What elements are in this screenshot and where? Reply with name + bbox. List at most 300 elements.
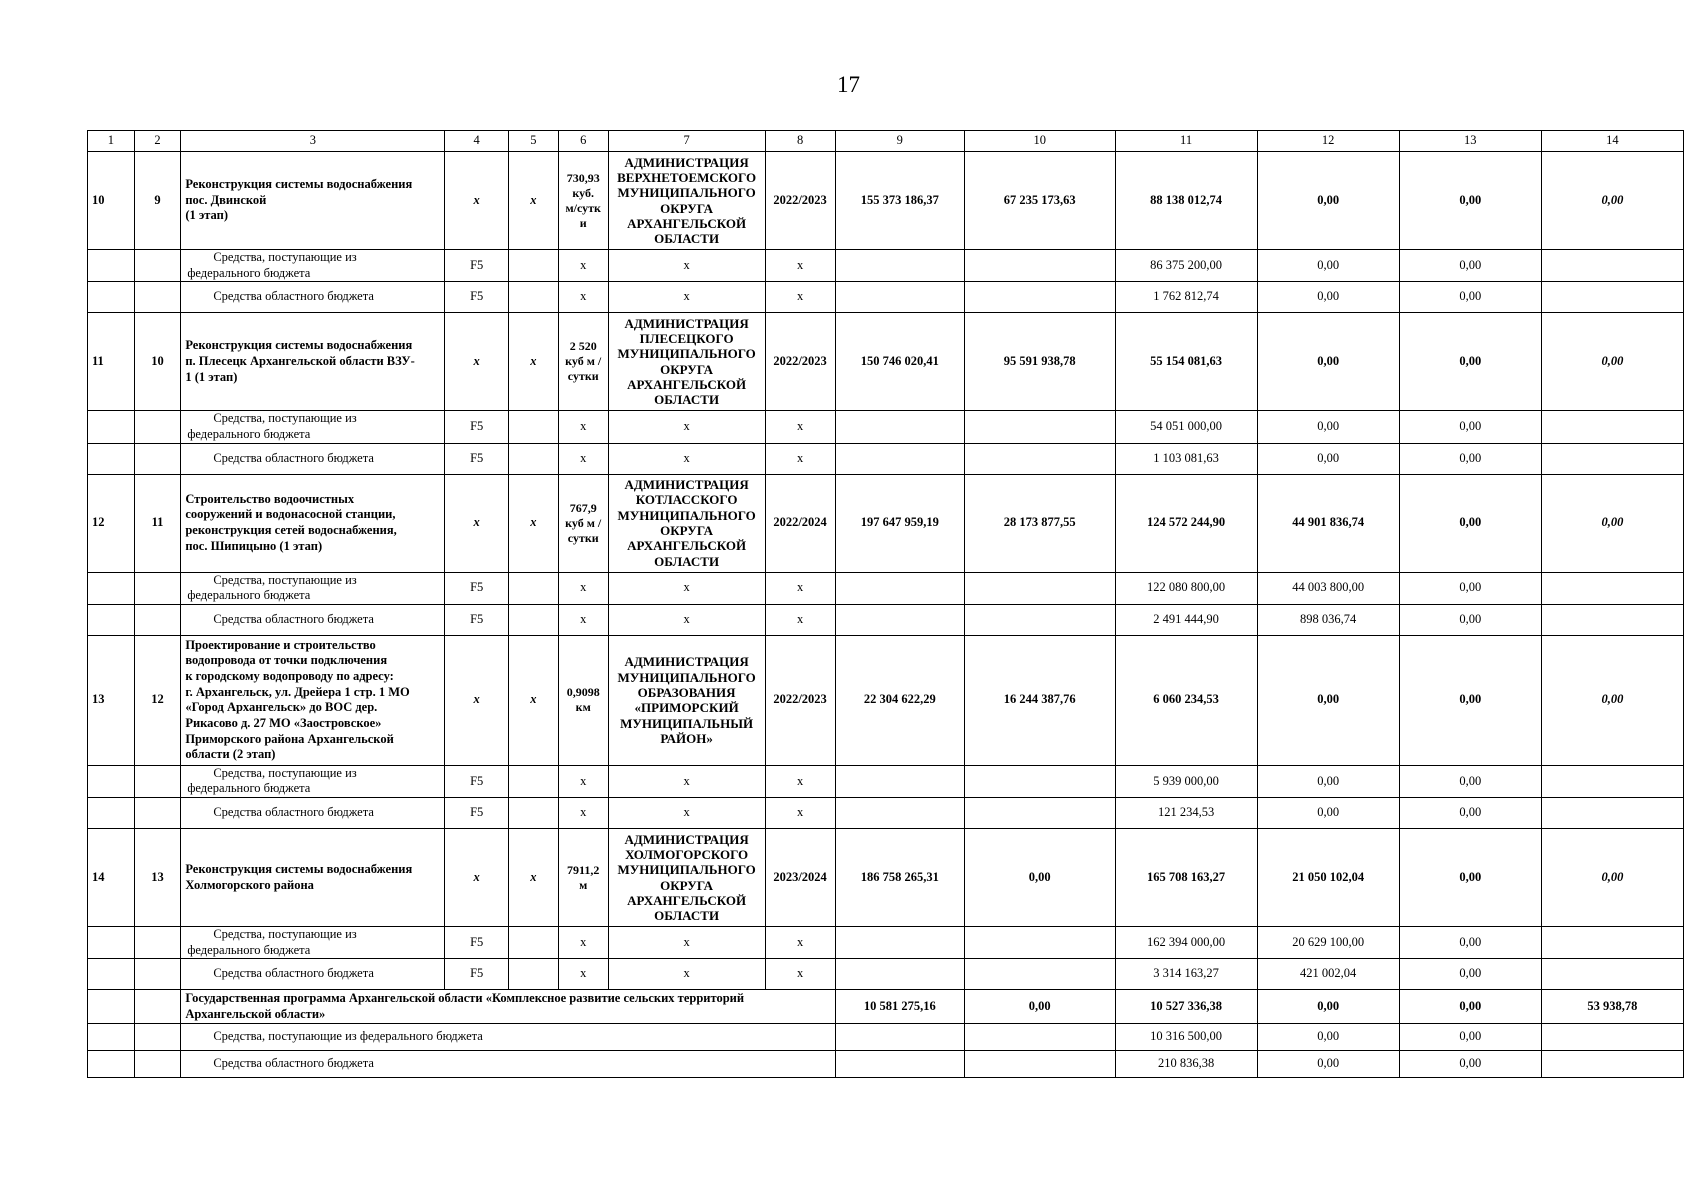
- column-number-7: 7: [608, 131, 765, 152]
- budget-code: F5: [445, 927, 509, 959]
- amount-col-12: 44 003 800,00: [1257, 572, 1399, 604]
- amount-col-13: 0,00: [1399, 313, 1541, 411]
- organization-line: АРХАНГЕЛЬСКОЙ: [627, 377, 747, 393]
- object-name-line: п. Плесецк Архангельской области ВЗУ-: [185, 353, 415, 368]
- funding-label-line: Средства областного бюджета: [213, 805, 374, 820]
- project-row: [88, 829, 1684, 927]
- object-name: [181, 635, 445, 765]
- empty-cell: [1541, 604, 1683, 635]
- empty-cell: [1541, 411, 1683, 443]
- organization-line: АРХАНГЕЛЬСКОЙ: [627, 215, 747, 231]
- code-cell: x: [445, 829, 509, 927]
- x-mark: x: [608, 411, 765, 443]
- amount-col-12: 0,00: [1257, 152, 1399, 250]
- amount-col-12: 0,00: [1257, 411, 1399, 443]
- object-name: [181, 829, 445, 927]
- empty-cell: [835, 1024, 964, 1051]
- responsible-organization: [608, 313, 765, 411]
- x-mark: x: [765, 765, 835, 797]
- program-name-line: Архангельской области»: [185, 1006, 326, 1021]
- organization-line: ХОЛМОГОРСКОГО: [625, 846, 749, 862]
- organization-line: АДМИНИСТРАЦИЯ: [624, 315, 749, 331]
- object-name-line: сооружений и водонасосной станции,: [185, 507, 396, 522]
- capacity-line: куб м /: [565, 515, 602, 530]
- amount-col-13: 0,00: [1399, 152, 1541, 250]
- funding-source-label: [181, 250, 445, 282]
- empty-cell: [1541, 959, 1683, 990]
- amount-col-12: 0,00: [1257, 313, 1399, 411]
- amount-col-13: 0,00: [1399, 250, 1541, 282]
- empty-cell: [508, 250, 558, 282]
- organization-line: АДМИНИСТРАЦИЯ: [624, 477, 749, 493]
- empty-cell: [835, 959, 964, 990]
- empty-cell: [134, 990, 181, 1024]
- empty-cell: [88, 990, 135, 1024]
- program-name: [181, 990, 835, 1024]
- x-mark: x: [558, 250, 608, 282]
- capacity-line: 730,93: [566, 170, 600, 185]
- amount-col-13: 0,00: [1399, 829, 1541, 927]
- empty-cell: [964, 282, 1115, 313]
- empty-cell: [835, 572, 964, 604]
- capacity-line: 767,9: [569, 500, 597, 515]
- row-number: 10: [88, 152, 135, 250]
- amount-col-11: 54 051 000,00: [1115, 411, 1257, 443]
- code-cell: x: [508, 635, 558, 765]
- amount-col-9: 186 758 265,31: [835, 829, 964, 927]
- x-mark: x: [765, 927, 835, 959]
- amount-col-9: 10 581 275,16: [835, 990, 964, 1024]
- amount-col-13: 0,00: [1399, 635, 1541, 765]
- column-number-4: 4: [445, 131, 509, 152]
- x-mark: x: [608, 572, 765, 604]
- empty-cell: [88, 443, 135, 474]
- amount-col-11: 55 154 081,63: [1115, 313, 1257, 411]
- x-mark: x: [558, 282, 608, 313]
- empty-cell: [964, 959, 1115, 990]
- empty-cell: [964, 604, 1115, 635]
- organization-line: ОКРУГА: [660, 877, 714, 893]
- x-mark: x: [608, 927, 765, 959]
- federal-funds-row: [88, 250, 1684, 282]
- project-row: [88, 152, 1684, 250]
- code-cell: x: [445, 313, 509, 411]
- budget-code: F5: [445, 443, 509, 474]
- empty-cell: [964, 765, 1115, 797]
- capacity-line: куб м /: [565, 354, 602, 369]
- object-number: 12: [134, 635, 181, 765]
- x-mark: x: [765, 604, 835, 635]
- federal-funds-row: [88, 927, 1684, 959]
- amount-col-9: 150 746 020,41: [835, 313, 964, 411]
- funding-label-line: Средства областного бюджета: [213, 966, 374, 981]
- organization-line: АДМИНИСТРАЦИЯ: [624, 831, 749, 847]
- funding-label-line: Средства, поступающие из: [213, 572, 357, 587]
- x-mark: x: [765, 411, 835, 443]
- amount-col-10: 95 591 938,78: [964, 313, 1115, 411]
- empty-cell: [835, 411, 964, 443]
- implementation-period: 2022/2023: [765, 635, 835, 765]
- organization-line: ОБЛАСТИ: [654, 392, 720, 408]
- empty-cell: [964, 411, 1115, 443]
- budget-code: F5: [445, 604, 509, 635]
- organization-line: ОБЛАСТИ: [654, 231, 720, 247]
- funding-label-line: Средства областного бюджета: [213, 450, 374, 465]
- empty-cell: [508, 411, 558, 443]
- program-name-line: Государственная программа Архангельской области «Комплексное развитие сельских территорий: [185, 991, 745, 1006]
- amount-col-14: 0,00: [1541, 829, 1683, 927]
- x-mark: x: [558, 604, 608, 635]
- empty-cell: [134, 927, 181, 959]
- amount-col-12: 421 002,04: [1257, 959, 1399, 990]
- object-name-line: Рикасово д. 27 МО «Заостровское»: [185, 715, 382, 730]
- empty-cell: [835, 765, 964, 797]
- organization-line: МУНИЦИПАЛЬНОГО: [617, 507, 756, 523]
- budget-table: [87, 130, 1684, 1078]
- empty-cell: [134, 443, 181, 474]
- x-mark: x: [558, 443, 608, 474]
- object-name: [181, 313, 445, 411]
- empty-cell: [835, 250, 964, 282]
- column-number-row: [88, 131, 1684, 152]
- federal-funds-row: [88, 765, 1684, 797]
- code-cell: x: [508, 829, 558, 927]
- empty-cell: [964, 1024, 1115, 1051]
- amount-col-13: 0,00: [1399, 990, 1541, 1024]
- code-cell: x: [508, 474, 558, 572]
- funding-label-line: федерального бюджета: [187, 265, 311, 280]
- empty-cell: [88, 572, 135, 604]
- empty-cell: [508, 443, 558, 474]
- empty-cell: [835, 604, 964, 635]
- amount-col-12: 0,00: [1257, 765, 1399, 797]
- organization-line: ОКРУГА: [660, 523, 714, 538]
- capacity-line: и: [579, 215, 587, 230]
- funding-source-label: [181, 798, 445, 829]
- program-regional-funds-row: [88, 1051, 1684, 1078]
- empty-cell: [964, 927, 1115, 959]
- empty-cell: [964, 798, 1115, 829]
- federal-funds-row: [88, 411, 1684, 443]
- capacity-line: 7911,2: [567, 862, 600, 877]
- x-mark: x: [765, 443, 835, 474]
- organization-line: МУНИЦИПАЛЬНОГО: [617, 669, 756, 685]
- amount-col-12: 0,00: [1257, 1051, 1399, 1078]
- empty-cell: [1541, 443, 1683, 474]
- empty-cell: [134, 1051, 181, 1078]
- amount-col-13: 0,00: [1399, 572, 1541, 604]
- column-number-5: 5: [508, 131, 558, 152]
- budget-code: F5: [445, 765, 509, 797]
- funding-source-label: [181, 282, 445, 313]
- amount-col-12: 0,00: [1257, 635, 1399, 765]
- x-mark: x: [765, 959, 835, 990]
- funding-label-line: Средства, поступающие из: [213, 411, 357, 426]
- responsible-organization: [608, 829, 765, 927]
- organization-line: МУНИЦИПАЛЬНОГО: [617, 346, 756, 362]
- amount-col-13: 0,00: [1399, 1024, 1541, 1051]
- organization-line: РАЙОН»: [660, 730, 713, 746]
- implementation-period: 2022/2024: [765, 474, 835, 572]
- column-number-2: 2: [134, 131, 181, 152]
- amount-col-11: 86 375 200,00: [1115, 250, 1257, 282]
- object-number: 9: [134, 152, 181, 250]
- amount-col-9: 22 304 622,29: [835, 635, 964, 765]
- object-name: [181, 474, 445, 572]
- empty-cell: [88, 250, 135, 282]
- capacity-line: м: [579, 877, 588, 892]
- code-cell: x: [508, 313, 558, 411]
- capacity: [558, 152, 608, 250]
- funding-label-line: федерального бюджета: [187, 942, 311, 957]
- implementation-period: 2022/2023: [765, 152, 835, 250]
- empty-cell: [964, 1051, 1115, 1078]
- empty-cell: [964, 443, 1115, 474]
- organization-line: АРХАНГЕЛЬСКОЙ: [627, 538, 747, 554]
- amount-col-11: 210 836,38: [1115, 1051, 1257, 1078]
- empty-cell: [964, 572, 1115, 604]
- amount-col-11: 124 572 244,90: [1115, 474, 1257, 572]
- object-name-line: г. Архангельск, ул. Дрейера 1 стр. 1 МО: [185, 684, 410, 699]
- object-name-line: пос. Шипицыно (1 этап): [185, 538, 323, 553]
- regional-funds-row: [88, 282, 1684, 313]
- object-name-line: пос. Двинской: [185, 192, 267, 207]
- object-name-line: водопровода от точки подключения: [185, 653, 388, 668]
- empty-cell: [88, 1051, 135, 1078]
- funding-source-label: Средства областного бюджета: [181, 1051, 835, 1078]
- empty-cell: [134, 959, 181, 990]
- implementation-period: 2022/2023: [765, 313, 835, 411]
- object-name-line: (1 этап): [185, 208, 228, 223]
- funding-source-label: [181, 959, 445, 990]
- code-cell: x: [445, 635, 509, 765]
- object-number: 13: [134, 829, 181, 927]
- row-number: 13: [88, 635, 135, 765]
- amount-col-11: 2 491 444,90: [1115, 604, 1257, 635]
- x-mark: x: [765, 282, 835, 313]
- federal-funds-row: [88, 572, 1684, 604]
- amount-col-12: 0,00: [1257, 1024, 1399, 1051]
- capacity: [558, 829, 608, 927]
- column-number-1: 1: [88, 131, 135, 152]
- amount-col-11: 10 527 336,38: [1115, 990, 1257, 1024]
- x-mark: x: [558, 959, 608, 990]
- funding-label-line: федерального бюджета: [187, 426, 311, 441]
- empty-cell: [134, 411, 181, 443]
- x-mark: x: [608, 250, 765, 282]
- amount-col-9: 197 647 959,19: [835, 474, 964, 572]
- x-mark: x: [558, 411, 608, 443]
- empty-cell: [134, 250, 181, 282]
- empty-cell: [88, 604, 135, 635]
- capacity-line: км: [575, 700, 591, 715]
- x-mark: x: [765, 250, 835, 282]
- budget-code: F5: [445, 282, 509, 313]
- amount-col-14: 0,00: [1541, 635, 1683, 765]
- capacity: [558, 474, 608, 572]
- empty-cell: [88, 765, 135, 797]
- organization-line: ВЕРХНЕТОЕМСКОГО: [617, 169, 757, 185]
- budget-code: F5: [445, 572, 509, 604]
- amount-col-14: 0,00: [1541, 313, 1683, 411]
- funding-label-line: федерального бюджета: [187, 588, 311, 603]
- object-name-line: Приморского района Архангельской: [185, 731, 394, 746]
- organization-line: МУНИЦИПАЛЬНЫЙ: [620, 715, 754, 731]
- amount-col-10: 0,00: [964, 829, 1115, 927]
- amount-col-13: 0,00: [1399, 765, 1541, 797]
- funding-source-label: [181, 572, 445, 604]
- object-name-line: Холмогорского района: [185, 877, 314, 892]
- amount-col-13: 0,00: [1399, 411, 1541, 443]
- funding-source-label: [181, 443, 445, 474]
- organization-line: ОБРАЗОВАНИЯ: [637, 684, 736, 700]
- organization-line: КОТЛАССКОГО: [635, 492, 738, 508]
- x-mark: x: [608, 798, 765, 829]
- x-mark: x: [608, 765, 765, 797]
- responsible-organization: [608, 474, 765, 572]
- empty-cell: [508, 604, 558, 635]
- amount-col-11: 10 316 500,00: [1115, 1024, 1257, 1051]
- amount-col-12: 0,00: [1257, 990, 1399, 1024]
- object-name-line: области (2 этап): [185, 747, 276, 762]
- column-number-11: 11: [1115, 131, 1257, 152]
- x-mark: x: [765, 572, 835, 604]
- empty-cell: [508, 765, 558, 797]
- amount-col-11: 1 762 812,74: [1115, 282, 1257, 313]
- capacity-line: куб.: [572, 185, 595, 200]
- funding-source-label: [181, 604, 445, 635]
- object-name-line: Строительство водоочистных: [185, 491, 355, 506]
- budget-code: F5: [445, 959, 509, 990]
- regional-funds-row: [88, 604, 1684, 635]
- object-name-line: «Город Архангельск» до ВОС дер.: [185, 700, 378, 715]
- regional-funds-row: [88, 443, 1684, 474]
- page-number: 17: [837, 72, 860, 97]
- empty-cell: [508, 282, 558, 313]
- funding-label-line: федерального бюджета: [187, 781, 311, 796]
- empty-cell: [508, 959, 558, 990]
- row-number: 14: [88, 829, 135, 927]
- organization-line: МУНИЦИПАЛЬНОГО: [617, 862, 756, 878]
- amount-col-14: 53 938,78: [1541, 990, 1683, 1024]
- amount-col-10: 0,00: [964, 990, 1115, 1024]
- empty-cell: [835, 798, 964, 829]
- object-name-line: Проектирование и строительство: [185, 637, 376, 652]
- amount-col-13: 0,00: [1399, 604, 1541, 635]
- organization-line: ОКРУГА: [660, 361, 714, 377]
- amount-col-13: 0,00: [1399, 798, 1541, 829]
- empty-cell: [134, 572, 181, 604]
- capacity: [558, 635, 608, 765]
- column-number-6: 6: [558, 131, 608, 152]
- budget-code: F5: [445, 250, 509, 282]
- empty-cell: [835, 282, 964, 313]
- empty-cell: [835, 1051, 964, 1078]
- organization-line: ОБЛАСТИ: [654, 908, 720, 924]
- amount-col-13: 0,00: [1399, 474, 1541, 572]
- amount-col-11: 165 708 163,27: [1115, 829, 1257, 927]
- capacity: [558, 313, 608, 411]
- empty-cell: [1541, 282, 1683, 313]
- amount-col-13: 0,00: [1399, 282, 1541, 313]
- amount-col-12: 0,00: [1257, 282, 1399, 313]
- amount-col-12: 20 629 100,00: [1257, 927, 1399, 959]
- code-cell: x: [445, 474, 509, 572]
- x-mark: x: [608, 443, 765, 474]
- row-number: 11: [88, 313, 135, 411]
- organization-line: АДМИНИСТРАЦИЯ: [624, 154, 749, 170]
- amount-col-11: 121 234,53: [1115, 798, 1257, 829]
- project-row: [88, 474, 1684, 572]
- amount-col-10: 67 235 173,63: [964, 152, 1115, 250]
- funding-source-label: [181, 765, 445, 797]
- object-name-line: Реконструкция системы водоснабжения: [185, 338, 413, 353]
- object-number: 11: [134, 474, 181, 572]
- empty-cell: [1541, 1024, 1683, 1051]
- column-number-12: 12: [1257, 131, 1399, 152]
- object-name-line: Реконструкция системы водоснабжения: [185, 177, 413, 192]
- x-mark: x: [558, 927, 608, 959]
- empty-cell: [1541, 927, 1683, 959]
- empty-cell: [1541, 798, 1683, 829]
- program-total-row: [88, 990, 1684, 1024]
- x-mark: x: [558, 572, 608, 604]
- organization-line: ОКРУГА: [660, 200, 714, 216]
- empty-cell: [1541, 765, 1683, 797]
- x-mark: x: [608, 282, 765, 313]
- code-cell: x: [508, 152, 558, 250]
- x-mark: x: [558, 798, 608, 829]
- empty-cell: [88, 1024, 135, 1051]
- amount-col-12: 0,00: [1257, 443, 1399, 474]
- x-mark: x: [608, 959, 765, 990]
- x-mark: x: [558, 765, 608, 797]
- empty-cell: [508, 798, 558, 829]
- amount-col-12: 44 901 836,74: [1257, 474, 1399, 572]
- capacity-line: 0,9098: [566, 685, 600, 700]
- empty-cell: [134, 765, 181, 797]
- amount-col-10: 28 173 877,55: [964, 474, 1115, 572]
- empty-cell: [1541, 1051, 1683, 1078]
- program-federal-funds-row: [88, 1024, 1684, 1051]
- amount-col-12: 21 050 102,04: [1257, 829, 1399, 927]
- object-name: [181, 152, 445, 250]
- organization-line: МУНИЦИПАЛЬНОГО: [617, 185, 756, 201]
- empty-cell: [88, 798, 135, 829]
- empty-cell: [835, 927, 964, 959]
- amount-col-12: 0,00: [1257, 250, 1399, 282]
- code-cell: x: [445, 152, 509, 250]
- object-name-line: Реконструкция системы водоснабжения: [185, 861, 413, 876]
- empty-cell: [88, 927, 135, 959]
- amount-col-11: 162 394 000,00: [1115, 927, 1257, 959]
- empty-cell: [134, 1024, 181, 1051]
- funding-source-label: [181, 927, 445, 959]
- empty-cell: [134, 604, 181, 635]
- empty-cell: [508, 572, 558, 604]
- capacity-line: сутки: [567, 530, 599, 545]
- funding-label-line: Средства, поступающие из: [213, 765, 357, 780]
- amount-col-14: 0,00: [1541, 474, 1683, 572]
- column-number-13: 13: [1399, 131, 1541, 152]
- empty-cell: [835, 443, 964, 474]
- regional-funds-row: [88, 959, 1684, 990]
- funding-label-line: Средства, поступающие из: [213, 927, 357, 941]
- object-number: 10: [134, 313, 181, 411]
- responsible-organization: [608, 152, 765, 250]
- row-number: 12: [88, 474, 135, 572]
- amount-col-11: 5 939 000,00: [1115, 765, 1257, 797]
